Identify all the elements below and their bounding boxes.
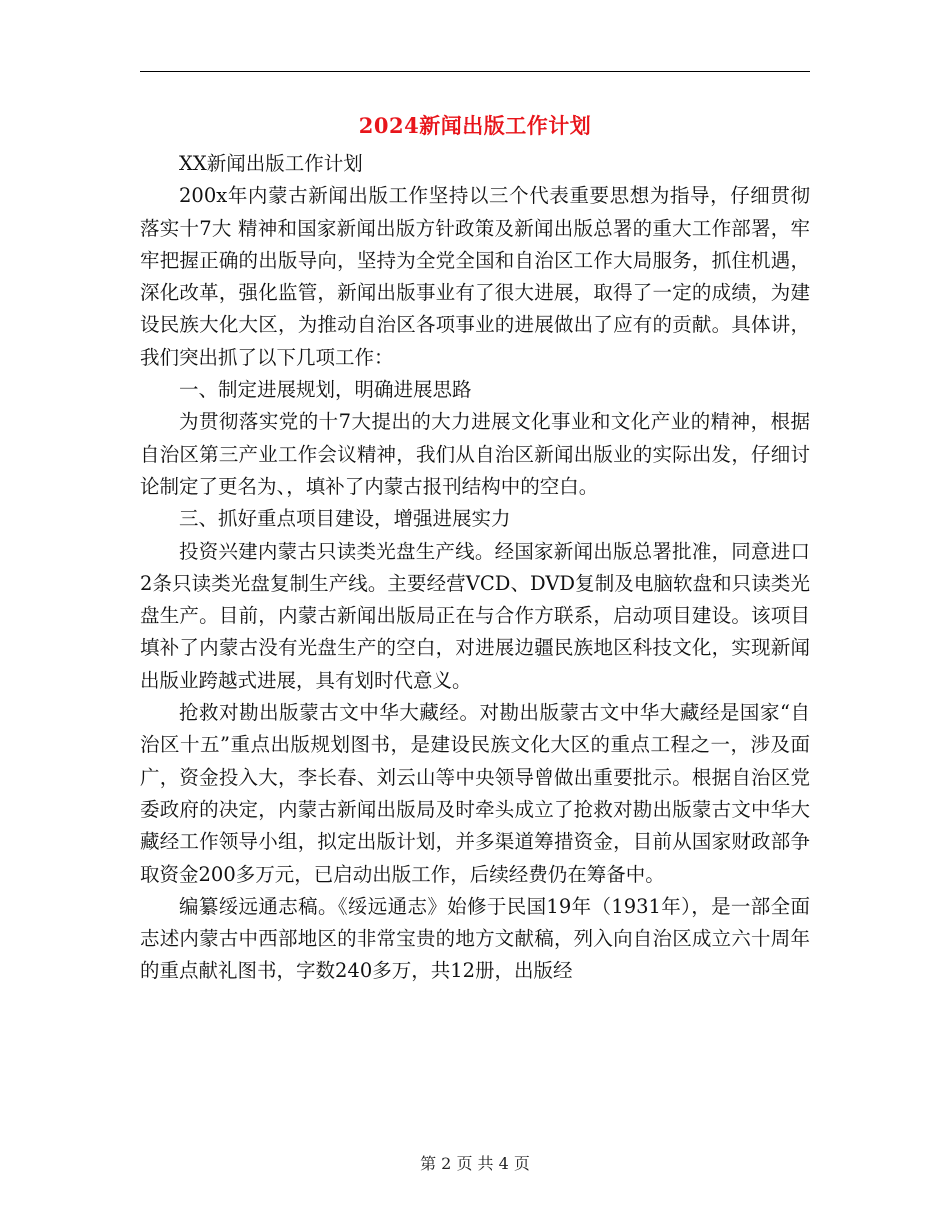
section-heading-3: 三、抓好重点项目建设，增强进展实力 <box>179 507 511 531</box>
paragraph-section-1: 为贯彻落实党的十7大提出的大力进展文化事业和文化产业的精神，根据自治区第三产业工作会议精神，我们从自治区新闻出版业的实际出发，仔细讨论制定了更名为、，填补了内蒙古报刊结构中的空白。 <box>140 410 810 498</box>
paragraph-disc-line: 投资兴建内蒙古只读类光盘生产线。经国家新闻出版总署批准，同意进口2条只读类光盘复制生产线。主要经营VCD、DVD复制及电脑软盘和只读类光盘生产。目前，内蒙古新闻出版局正在与合作方联系，启动项目建设。该项目填补了内蒙古没有光盘生产的空白，对进展边疆民族地区科技文化，实现新闻出版业跨越式进展，具有划时代意义。 <box>140 539 810 692</box>
paragraph-intro: 200x年内蒙古新闻出版工作坚持以三个代表重要思想为指导，仔细贯彻落实十7大 精神和国家新闻出版方针政策及新闻出版总署的重大工作部署，牢牢把握正确的出版导向，坚持为全党全国和自治区工作大局服务，抓住机遇，深化改革，强化监管，新闻出版事业有了很大进展，取得了一定的成绩，为建设民族大化大区，为推动自治区各项事业的进展做出了应有的贡献。具体讲，我们突出抓了以下几项工作： <box>140 184 810 369</box>
paragraph-subtitle: XX新闻出版工作计划 <box>179 152 363 175</box>
paragraph-tripitaka: 抢救对勘出版蒙古文中华大藏经。对勘出版蒙古文中华大藏经是国家“自治区十五”重点出版规划图书，是建设民族文化大区的重点工程之一，涉及面广，资金投入大，李长春、刘云山等中央领导曾做出重要批示。根据自治区党委政府的决定，内蒙古新闻出版局及时牵头成立了抢救对勘出版蒙古文中华大藏经工作领导小组，拟定出版计划，并多渠道筹措资金，目前从国家财政部争取资金200多万元，已启动出版工作，后续经费仍在筹备中。 <box>140 701 810 886</box>
document-body <box>140 148 810 988</box>
section-heading-1: 一、制定进展规划，明确进展思路 <box>179 378 472 402</box>
document-title: 2024新闻出版工作计划 <box>358 113 592 138</box>
paragraph-suiyuan: 编纂绥远通志稿。《绥远通志》始修于民国19年（1931年），是一部全面志述内蒙古中西部地区的非常宝贵的地方文献稿，列入向自治区成立六十周年的重点献礼图书，字数240多万，共12册，出版经 <box>140 894 810 983</box>
page-footer: 第 2 页 共 4 页 <box>420 1154 530 1173</box>
header-rule <box>140 71 810 72</box>
